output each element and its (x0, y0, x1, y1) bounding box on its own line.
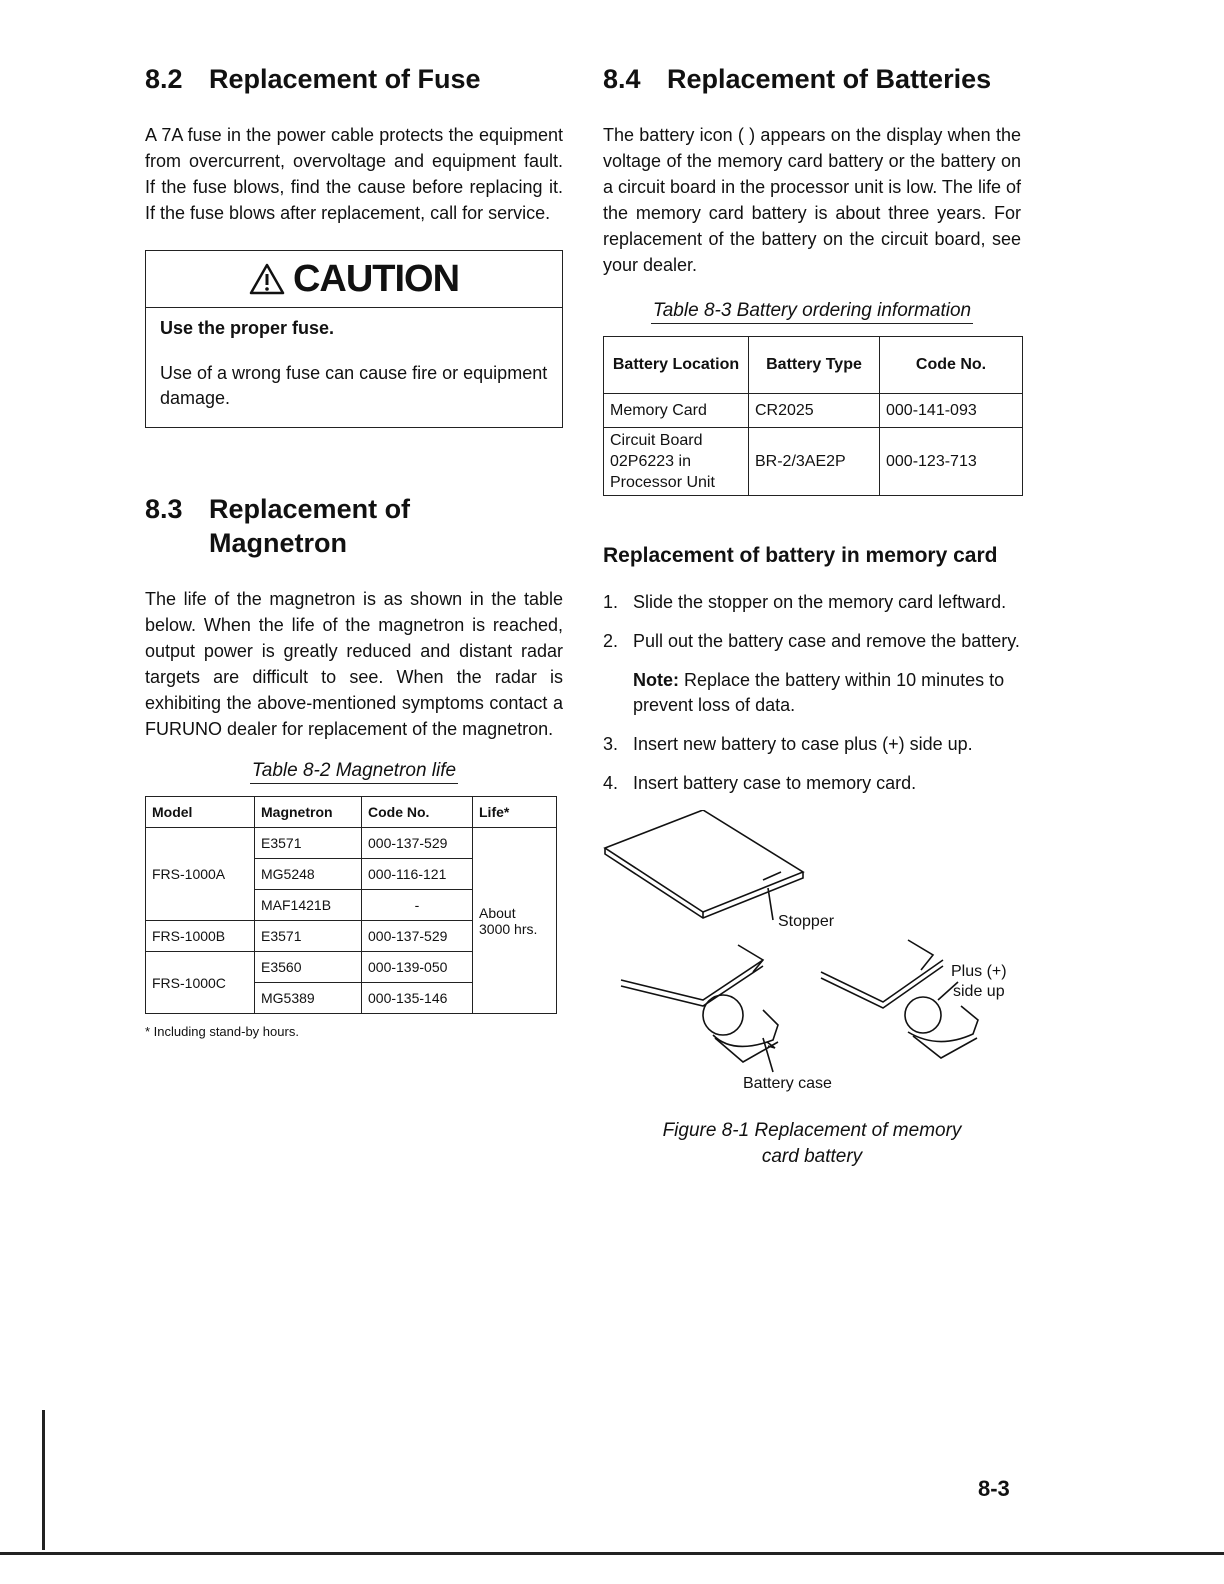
fuse-paragraph: A 7A fuse in the power cable protects the equipment from overcurrent, overvoltage and equipment fault. If the fuse blows, find the cause before replacing it. If the fuse blows after replacement, call for service. (145, 125, 563, 223)
section-8-4-heading: 8.4 Replacement of Batteries (603, 64, 992, 94)
magnetron-life-table (145, 796, 557, 1014)
plus-side-label-1: Plus (+) (951, 963, 1007, 980)
table-row: MG5389 000-135-146 (146, 983, 557, 1014)
step-2: 2. Pull out the battery case and remove the battery. (603, 631, 1020, 651)
table-row: Memory Card CR2025 000-141-093 (604, 394, 1023, 428)
table-row: Circuit Board 02P6223 in Processor Unit BR-2/3AE2P 000-123-713 (604, 428, 1023, 496)
battery-case-label: Battery case (743, 1075, 832, 1092)
card-with-battery-case-left (621, 945, 778, 1072)
memory-card-figure (603, 810, 1023, 1110)
table-8-3-caption: Table 8-3 Battery ordering information (603, 300, 1021, 322)
left-column (145, 62, 563, 1039)
table-row: FRS-1000C E3560 000-139-050 (146, 952, 557, 983)
life-cell: About 3000 hrs. (473, 828, 557, 1014)
stopper-label: Stopper (778, 913, 835, 930)
note: Note: Replace the battery within 10 minutes to prevent loss of data. (633, 670, 1005, 715)
table-row: MAF1421B - (146, 890, 557, 921)
steps-list-continued (603, 732, 1021, 796)
batteries-paragraph: The battery icon ( ) appears on the display when the voltage of the memory card battery or the battery on a circuit board in the processor unit is low. The life of the memory card battery is about three years. For replacement of the battery on the circuit board, see your dealer. (603, 125, 1021, 275)
right-column (603, 62, 1021, 1170)
table-footnote: * Including stand-by hours. (145, 1024, 299, 1039)
table-row: FRS-1000A E3571 000-137-529 About 3000 hrs. (146, 828, 557, 859)
memory-card-drawing (605, 810, 803, 920)
column-header: Model (146, 797, 255, 828)
column-header: Battery Type (749, 337, 880, 394)
caution-title: Use the proper fuse. (160, 318, 335, 338)
column-header: Magnetron (255, 797, 362, 828)
caution-header (146, 251, 562, 308)
step-3: 3. Insert new battery to case plus (+) side up. (603, 734, 973, 754)
battery-ordering-table (603, 336, 1023, 496)
column-header: Code No. (362, 797, 473, 828)
column-header: Life* (473, 797, 557, 828)
section-8-2-heading: 8.2 Replacement of Fuse (145, 64, 481, 94)
step-1: 1. Slide the stopper on the memory card leftward. (603, 592, 1007, 612)
steps-list (603, 590, 1021, 654)
magnetron-paragraph: The life of the magnetron is as shown in the table below. When the life of the magnetron is reached, output power is greatly reduced and distant radar targets are difficult to see. When the radar is exhibiting the above-mentioned symptoms contact a FURUNO dealer for replacement of the magnetron. (145, 589, 563, 739)
column-header: Code No. (880, 337, 1023, 394)
column-header: Battery Location (604, 337, 749, 394)
model-cell: FRS-1000B (146, 921, 255, 952)
warning-triangle-icon (249, 263, 285, 295)
caution-text: Use of a wrong fuse can cause fire or equipment damage. (160, 363, 548, 408)
page-number: 8-3 (978, 1476, 1010, 1501)
table-8-2-caption: Table 8-2 Magnetron life (145, 760, 563, 782)
figure-8-1-caption: Figure 8-1 Replacement of memory card battery (662, 1120, 962, 1167)
model-cell: FRS-1000C (146, 952, 255, 1014)
plus-side-label-2: side up (953, 983, 1005, 1000)
bottom-rule (0, 1552, 1224, 1555)
caution-box (145, 250, 563, 428)
scan-edge-line (42, 1410, 45, 1550)
section-8-3-heading: 8.3 Replacement of Magnetron (145, 494, 411, 558)
table-row: FRS-1000B E3571 000-137-529 (146, 921, 557, 952)
step-4: 4. Insert battery case to memory card. (603, 773, 917, 793)
caution-word: CAUTION (292, 257, 460, 300)
model-cell: FRS-1000A (146, 828, 255, 921)
memory-card-subheading: Replacement of battery in memory card (603, 544, 998, 567)
table-row: MG5248 000-116-121 (146, 859, 557, 890)
